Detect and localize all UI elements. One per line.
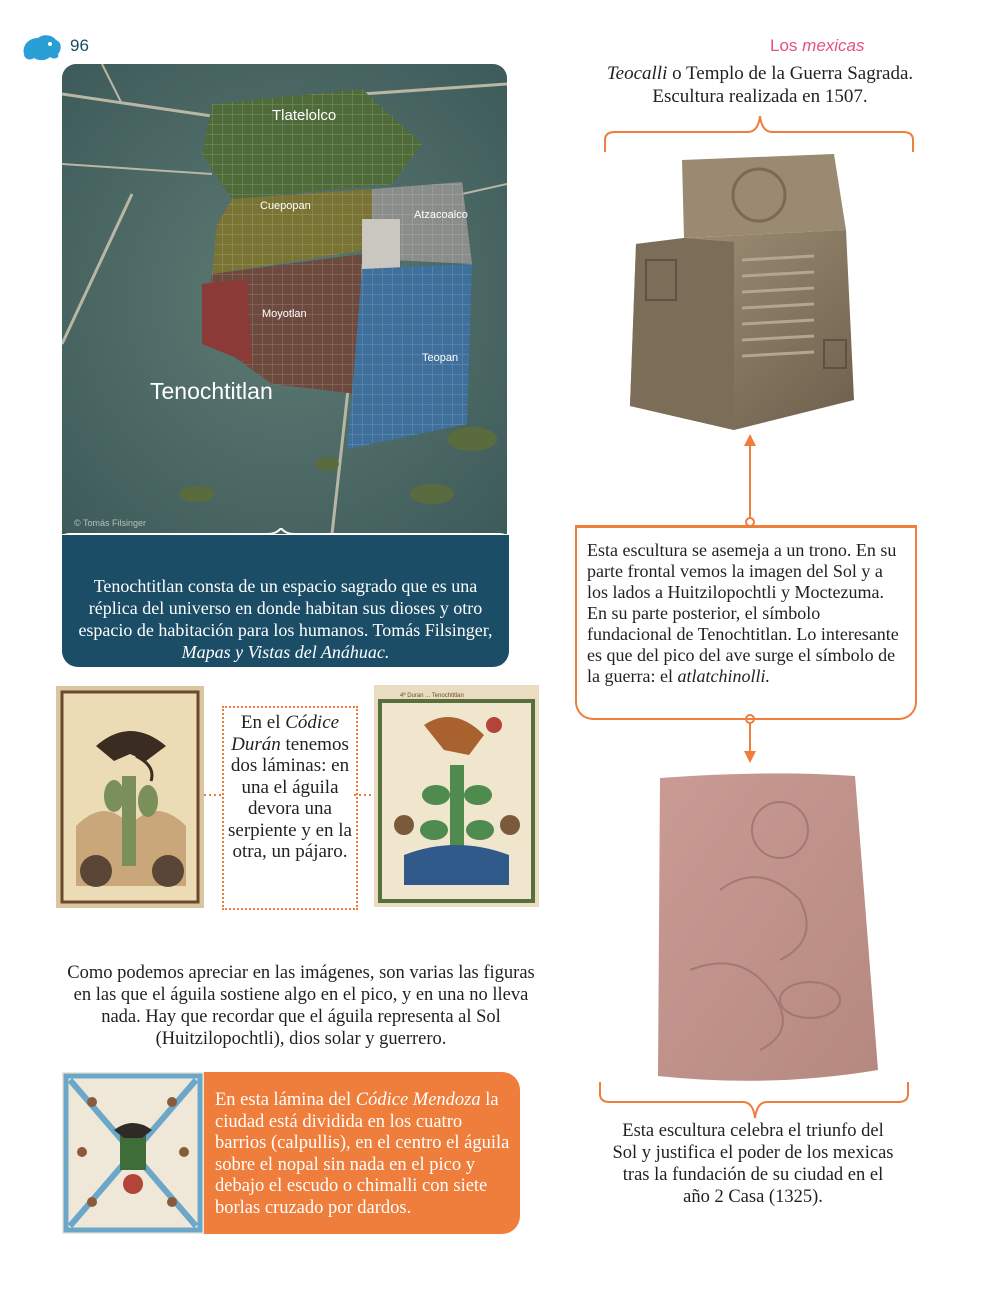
arrow-down-icon xyxy=(740,713,760,765)
dotted-connector-left xyxy=(204,790,224,800)
mascot-logo-icon xyxy=(20,32,64,62)
codice-mendoza-note: En esta lámina del Códice Mendoza la ciudad está dividida en los cuatro barrios (calpullis), en el centro el águila sobre el nopal sin nada en el pico y debajo el escudo o chimalli con siete borlas cruzado por dardos. xyxy=(204,1072,520,1234)
section-title: Los mexicas xyxy=(770,36,865,55)
codex-right-header: 4ª Duran ... Tenochtitlan xyxy=(400,693,464,699)
map-label-cuepopan: Cuepopan xyxy=(260,200,311,212)
map-credit: © Tomás Filsinger xyxy=(74,518,146,528)
arrow-up-icon xyxy=(740,432,760,528)
codice-duran-eagle-serpent-image xyxy=(56,686,204,908)
codice-duran-eagle-bird-image xyxy=(374,685,539,907)
map-label-tlatelolco: Tlatelolco xyxy=(272,107,337,124)
body-paragraph: Como podemos apreciar en las imágenes, son varias las figuras en las que el águila sostiene algo en el pico, y en una no lleva nada. Hay que recordar que el águila representa al Sol (Huitzilopochtli), dios solar y guerrero. xyxy=(67,963,535,1049)
throne-description-box: Esta escultura se asemeja a un trono. En su parte frontal vemos la imagen del Sol y a los lados a Huitzilopochtli y Moctezuma. En su parte posterior, el símbolo fundacional de Tenochtitlan. Lo interesante es que del pico del ave surge el símbolo de la guerra: el atlatchinolli. xyxy=(575,525,917,720)
teocalli-caption: Teocalli o Templo de la Guerra Sagrada. Escultura realizada en 1507. xyxy=(606,63,914,107)
map-caption: Tenochtitlan consta de un espacio sagrado que es una réplica del universo en donde habitan sus dioses y otro espacio de habitación para los humanos. Tomás Filsinger, Mapas y Vistas del Anáhuac. xyxy=(62,535,509,667)
tenochtitlan-map xyxy=(62,64,507,534)
map-label-moyotlan: Moyotlan xyxy=(262,308,307,320)
sun-sculpture-caption: Esta escultura celebra el triunfo del Sol y justifica el poder de los mexicas tras la fundación de su ciudad en el año 2 Casa (1325). xyxy=(612,1121,894,1207)
teocalli-sculpture-image xyxy=(624,150,860,434)
codice-mendoza-image xyxy=(62,1072,204,1234)
map-label-teopan: Teopan xyxy=(422,352,459,364)
sun-sculpture-image xyxy=(650,770,880,1086)
map-label-atzacoalco: Atzacoalco xyxy=(414,209,468,221)
page-number: 96 xyxy=(70,36,89,55)
sun-brace-icon xyxy=(598,1080,910,1122)
codice-duran-note: En el Códice Durán tenemos dos láminas: en una el águila devora una serpiente y en la otra, un pájaro. xyxy=(222,706,358,910)
map-label-tenochtitlan: Tenochtitlan xyxy=(150,378,273,404)
